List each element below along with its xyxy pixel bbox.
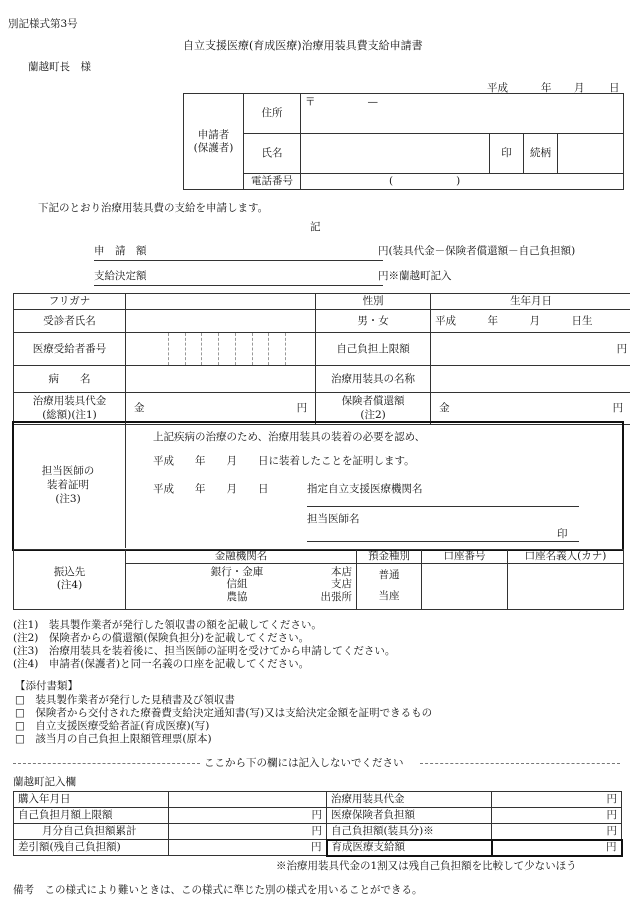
decision-amount-unit: 円※蘭越町記入 <box>378 270 452 282</box>
town-table <box>13 791 623 857</box>
birth-field[interactable]: 平成 年 月 日生 <box>431 310 630 333</box>
date-day: 日 <box>609 82 620 94</box>
request-sentence: 下記のとおり治療用装具費の支給を申請します。 <box>38 202 269 214</box>
ki-label: 記 <box>310 221 321 233</box>
remarks: 備考 この様式により難いときは、この様式に準じた別の様式を用いることができる。 <box>13 884 423 896</box>
device-cost-field[interactable] <box>126 393 316 425</box>
town-footnote: ※治療用装具代金の1割又は残自己負担額を比較して少ないほう <box>276 860 577 872</box>
decision-amount-underline <box>94 285 383 286</box>
insurer-amount-kin: 金 <box>439 402 450 415</box>
decision-amount-label: 支給決定額 <box>94 270 147 282</box>
device-cost-town-field[interactable] <box>492 792 622 808</box>
bank-branch-types: 本店 支店 出張所 <box>320 565 352 603</box>
applicant-group-label: 申請者 (保護者) <box>184 94 244 190</box>
device-name-label: 治療用装具の名称 <box>316 366 431 393</box>
town-section-title: 蘭越町記入欄 <box>13 776 76 788</box>
bank-inst-types: 銀行・金庫 信組 農協 <box>210 565 264 603</box>
monthly-total-label: 月分自己負担額累計 <box>14 824 169 840</box>
support-amount-yen: 円 <box>606 841 617 854</box>
applicant-table <box>183 93 624 190</box>
address-field[interactable] <box>301 94 624 134</box>
date-era: 平成 <box>487 82 508 94</box>
account-holder-header: 口座名義人(カナ) <box>508 550 624 564</box>
support-amount-field[interactable] <box>492 840 622 856</box>
disease-label: 病 名 <box>14 366 126 393</box>
note-1: (注1) 装具製作業者が発行した領収書の額を記載してください。 <box>13 619 322 631</box>
limit-monthly-label: 自己負担月額上限額 <box>14 808 169 824</box>
institution-underline <box>307 506 579 507</box>
support-amount-label: 育成医療支給額 <box>327 840 492 856</box>
attachments-title: 【添付書類】 <box>15 680 78 692</box>
insurer-amount-label: 保険者償還額 (注2) <box>316 393 431 425</box>
self-burden-label: 自己負担額(装具分)※ <box>327 824 492 840</box>
monthly-total-field[interactable] <box>169 824 327 840</box>
doctor-name-label: 担当医師名 <box>307 513 360 525</box>
addressee: 蘭越町長 様 <box>28 61 91 73</box>
patient-table <box>13 293 630 425</box>
insurance-burden-field[interactable] <box>492 808 622 824</box>
purchase-date-label: 購入年月日 <box>14 792 169 808</box>
limit-monthly-field[interactable] <box>169 808 327 824</box>
date-month: 月 <box>574 82 585 94</box>
birth-label: 生年月日 <box>431 294 630 310</box>
limit-label: 自己負担上限額 <box>316 333 431 366</box>
cert-date[interactable]: 平成 年 月 日 <box>153 483 269 495</box>
diff-label: 差引額(残自己負担額) <box>14 840 169 856</box>
request-amount-unit: 円(装具代金－保険者償還額－自己負担額) <box>378 245 576 257</box>
insurance-burden-label: 医療保険者負担額 <box>327 808 492 824</box>
decision-amount-field[interactable] <box>240 267 375 283</box>
request-amount-field[interactable] <box>240 242 375 258</box>
bank-table <box>13 549 624 610</box>
device-cost-yen: 円 <box>296 402 308 415</box>
attachment-item-1[interactable]: □ 装具製作業者が発行した見積書及び領収書 <box>15 694 235 706</box>
note-3: (注3) 治療用装具を装着後に、担当医師の証明を受けてから申請してください。 <box>13 645 396 657</box>
device-cost-label: 治療用装具代金 (総額)(注1) <box>14 393 126 425</box>
recipient-number-label: 医療受給者番号 <box>14 333 126 366</box>
deposit-type-options[interactable]: 普通 当座 <box>357 563 422 609</box>
relation-label: 続柄 <box>524 134 558 174</box>
insurer-amount-yen: 円 <box>612 402 624 415</box>
disease-field[interactable] <box>126 366 316 393</box>
diff-yen: 円 <box>311 841 322 854</box>
bank-inst-header: 金融機関名 <box>126 550 357 564</box>
cert-line2[interactable]: 平成 年 月 日に装着したことを証明します。 <box>153 455 415 467</box>
doctor-seal: 印 <box>557 528 568 540</box>
divider-left <box>13 763 200 764</box>
device-cost-kin: 金 <box>134 402 145 415</box>
note-4: (注4) 申請者(保護者)と同一名義の口座を記載してください。 <box>13 658 310 670</box>
self-burden-yen: 円 <box>606 824 617 837</box>
patient-name-field[interactable] <box>126 310 316 333</box>
institution-label: 指定自立支援医療機関名 <box>307 483 423 495</box>
limit-monthly-yen: 円 <box>311 809 322 822</box>
seal-mark: 印 <box>490 134 524 174</box>
recipient-number-field[interactable] <box>126 333 316 366</box>
cert-line1: 上記疾病の治療のため、治療用装具の装着の必要を認め、 <box>153 431 426 443</box>
cert-divider <box>125 422 126 548</box>
address-label: 住所 <box>244 94 301 134</box>
attachment-item-2[interactable]: □ 保険者から交付された療養費支給決定通知書(写)又は支給決定金額を証明できるもの <box>15 707 433 719</box>
page-title: 自立支援医療(育成医療)治療用装具費支給申請書 <box>183 39 423 52</box>
postal-mark: 〒 <box>305 96 316 108</box>
phone-field[interactable]: ( ) <box>301 174 624 190</box>
attachment-item-3[interactable]: □ 自立支援医療受給者証(育成医療)(写) <box>15 720 210 732</box>
patient-name-label: 受診者氏名 <box>14 310 126 333</box>
divider-text: ここから下の欄には記入しないでください <box>204 757 404 769</box>
attachment-item-4[interactable]: □ 該当月の自己負担上限額管理票(原本) <box>15 733 212 745</box>
device-name-field[interactable] <box>431 366 630 393</box>
form-number: 別記様式第3号 <box>8 18 78 30</box>
insurer-amount-field[interactable] <box>431 393 630 425</box>
diff-field[interactable] <box>169 840 327 856</box>
gender-select[interactable]: 男・女 <box>316 310 431 333</box>
account-holder-field[interactable] <box>508 563 624 609</box>
cert-label: 担当医師の 装着証明 (注3) <box>41 464 95 506</box>
date-year: 年 <box>541 82 552 94</box>
postal-dash: — <box>367 96 378 108</box>
furigana-field[interactable] <box>126 294 316 310</box>
limit-field[interactable] <box>431 333 630 366</box>
gender-label: 性別 <box>316 294 431 310</box>
phone-label: 電話番号 <box>244 174 301 190</box>
deposit-type-header: 預金種別 <box>357 550 422 564</box>
bank-inst-field[interactable] <box>126 563 357 609</box>
doctor-name-underline[interactable] <box>307 541 579 542</box>
bank-label: 振込先 (注4) <box>14 550 126 610</box>
note-2: (注2) 保険者からの償還額(保険負担分)を記載してください。 <box>13 632 310 644</box>
divider-right <box>420 763 620 764</box>
purchase-date-field[interactable] <box>169 792 327 808</box>
self-burden-field[interactable] <box>492 824 622 840</box>
request-amount-underline <box>94 260 383 261</box>
relation-field[interactable] <box>558 134 624 174</box>
insurance-burden-yen: 円 <box>606 809 617 822</box>
account-number-header: 口座番号 <box>422 550 508 564</box>
device-cost-town-yen: 円 <box>606 793 617 806</box>
furigana-label: フリガナ <box>14 294 126 310</box>
name-field[interactable] <box>301 134 490 174</box>
limit-yen: 円 <box>616 342 628 355</box>
request-amount-label: 申 請 額 <box>94 245 147 257</box>
name-label: 氏名 <box>244 134 301 174</box>
device-cost-town-label: 治療用装具代金 <box>327 792 492 808</box>
account-number-field[interactable] <box>422 563 508 609</box>
monthly-total-yen: 円 <box>311 825 322 838</box>
